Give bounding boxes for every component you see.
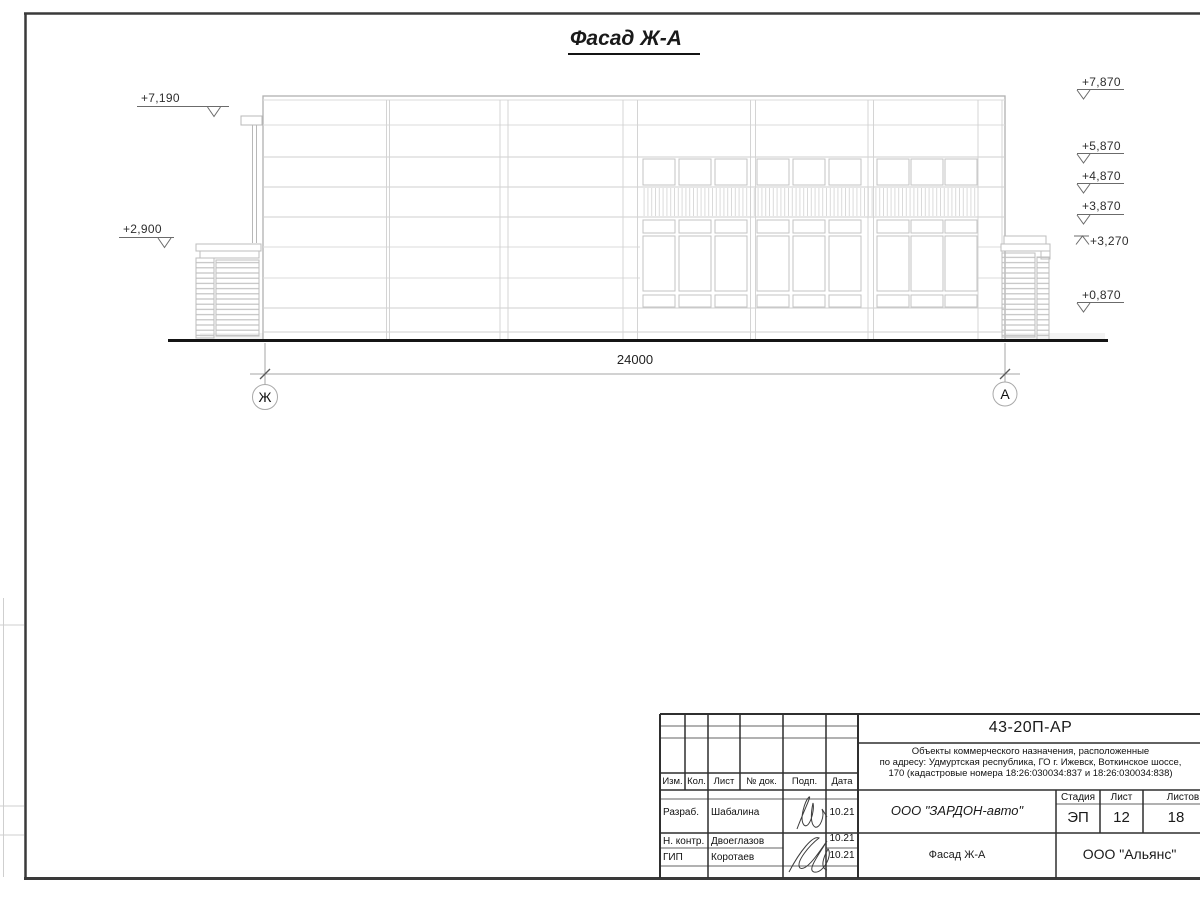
louvre-screen-right: [1001, 236, 1050, 340]
design-organization: ООО "Альянс": [1082, 846, 1177, 862]
elevation-mark: +4,870: [1082, 169, 1121, 183]
project-name-line: 170 (кадастровые номера 18:26:030034:837 и 18:26:030034:838): [888, 768, 1173, 779]
drawing-title: Фасад Ж-А: [568, 27, 700, 55]
sheet-title: Фасад Ж-А: [928, 849, 986, 861]
staff-role: Н. контр.: [663, 836, 705, 847]
rev-header: Кол.: [687, 776, 706, 787]
staff-name: Коротаев: [711, 852, 755, 863]
staff-name: Двоеглазов: [711, 836, 765, 847]
rev-header: Лист: [713, 776, 735, 787]
elevation-mark: +3,270: [1090, 234, 1129, 248]
rev-header: Дата: [831, 776, 853, 787]
staff-date: 10.21: [829, 850, 855, 861]
rev-header: Изм.: [662, 776, 683, 787]
transom-row-upper: [643, 220, 977, 233]
clerestory-windows: [643, 159, 977, 185]
louvre-screen-left: [196, 244, 261, 338]
elevation-mark: +0,870: [1082, 288, 1121, 302]
parapet-return: [241, 116, 262, 243]
dimension-label: 24000: [616, 352, 654, 367]
signatures: [789, 797, 829, 872]
elevation-mark: +3,870: [1082, 199, 1121, 213]
elevation-mark: +7,870: [1082, 75, 1121, 89]
rev-header: № док.: [746, 776, 777, 787]
margin-table: [0, 598, 24, 877]
transom-row-lower: [643, 295, 977, 307]
sheets-header: Листов: [1166, 792, 1200, 803]
staff-date: 10.21: [829, 833, 855, 844]
stage-value: ЭП: [1067, 809, 1089, 826]
elevation-mark: +5,870: [1082, 139, 1121, 153]
sheets-total: 18: [1167, 809, 1185, 826]
louvre-band: [641, 188, 977, 216]
building-elevation: [168, 96, 1108, 341]
project-name-line: Объекты коммерческого назначения, расположенные: [911, 746, 1150, 757]
client-organization: ООО "ЗАРДОН-авто": [890, 803, 1024, 818]
staff-name: Шабалина: [711, 807, 760, 818]
sheet-number: 12: [1113, 809, 1130, 826]
project-name-line: по адресу: Удмуртская республика, ГО г. Ижевск, Воткинское шоссе,: [879, 757, 1182, 768]
document-code: 43-20П-АР: [988, 719, 1073, 736]
elevation-mark: +7,190: [141, 91, 180, 105]
elevation-mark: +2,900: [123, 222, 162, 236]
window-row-main: [643, 236, 977, 291]
stage-header: Стадия: [1060, 792, 1096, 803]
axis-label-left: Ж: [258, 389, 272, 405]
sheet-header: Лист: [1110, 792, 1133, 803]
staff-date: 10.21: [829, 807, 855, 818]
rev-header: Подп.: [791, 776, 818, 787]
staff-role: ГИП: [663, 852, 683, 863]
axis-label-right: А: [1000, 386, 1010, 402]
staff-role: Разраб.: [663, 807, 700, 818]
